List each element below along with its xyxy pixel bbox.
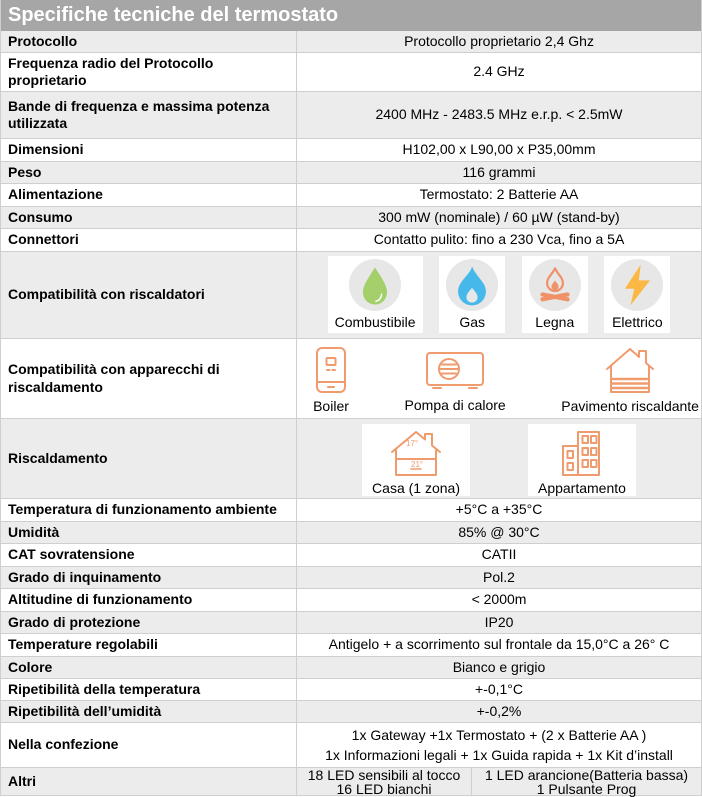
spec-label: Nella confezione [1,723,297,767]
fuel-label: Combustibile [334,314,416,330]
spec-label: Altri [1,768,297,795]
heat-pump-icon [423,347,487,395]
icon-circle [529,259,581,311]
table-row [1,499,701,522]
heating-item-appartamento [528,424,636,496]
table-row-other [1,768,701,796]
table-row [1,612,701,634]
house-zone-icon [386,428,446,478]
heating-label: Appartamento [537,479,626,496]
spec-label: Dimensioni [1,139,297,161]
zone-temp-bottom: 21° [411,459,424,469]
spec-value: Protocollo proprietario 2,4 Ghz [404,32,594,49]
spec-value: 85% @ 30°C [458,523,540,540]
table-row [1,229,701,252]
spec-label: Frequenza radio del Protocollo proprietario [1,53,297,91]
spec-label: Ripetibilità dell’umidità [1,701,297,722]
spec-value: Bianco e grigio [452,658,546,675]
fuel-item-elettrico [604,256,670,333]
table-row [1,657,701,679]
spec-label: Temperatura di funzionamento ambiente [1,499,297,521]
spec-value: Pol.2 [483,568,515,585]
spec-label: CAT sovratensione [1,544,297,566]
spec-label: Consumo [1,207,297,228]
spec-value: +-0,1°C [474,680,523,697]
table-row [1,589,701,612]
table-row [1,162,701,184]
fuel-label: Gas [459,314,485,330]
spec-value: < 2000m [471,591,527,608]
spec-value: +5°C a +35°C [455,501,543,518]
table-row-appliance-compat [1,339,701,419]
appliance-item-boiler [313,346,349,414]
campfire-icon [529,259,581,311]
table-row [1,522,701,544]
appliance-icon-strip [297,339,701,418]
spec-value: 2400 MHz - 2483.5 MHz e.r.p. < 2.5mW [375,106,623,123]
gas-flame-icon [446,259,498,311]
table-row [1,634,701,657]
spec-label: Umidità [1,522,297,543]
boiler-icon [313,346,349,396]
fuel-icon-strip [297,252,701,338]
spec-value: CATII [481,546,517,563]
other-right-line-2: 1 Pulsante Prog [536,780,637,797]
table-row-package-contents [1,723,701,768]
other-left-line-2: 16 LED bianchi [336,780,432,797]
spec-label: Colore [1,657,297,678]
table-row [1,679,701,701]
package-line-2: 1x Informazioni legali + 1x Guida rapida + 1x Kit d’install [325,747,673,763]
spec-label: Peso [1,162,297,183]
spec-value: 2.4 GHz [473,63,525,80]
spec-label: Riscaldamento [1,419,297,498]
table-title [1,0,701,31]
spec-label: Protocollo [1,31,297,52]
table-row [1,184,701,207]
appliance-item-heat-pump [405,347,506,413]
table-row [1,567,701,589]
heating-item-casa [362,424,470,496]
appliance-item-heated-floor [561,346,699,414]
spec-label: Altitudine di funzionamento [1,589,297,611]
other-right-line-1: 1 LED arancione(Batteria bassa) [484,766,689,783]
table-row-heating-type [1,419,701,499]
table-row-heater-compat [1,252,701,339]
heating-label: Casa (1 zona) [372,479,460,496]
table-row [1,92,701,139]
spec-label: Temperature regolabili [1,634,297,656]
table-row [1,139,701,162]
table-row [1,207,701,229]
lightning-icon [611,259,663,311]
other-left-line-1: 18 LED sensibili al tocco [307,766,461,783]
spec-label: Grado di inquinamento [1,567,297,588]
droplet-icon [349,259,401,311]
appliance-label: Boiler [313,397,349,414]
other-left-cell [297,768,472,795]
spec-value: IP20 [484,613,514,630]
other-right-cell [472,768,701,795]
fuel-item-legna [522,256,588,333]
appliance-label: Pavimento riscaldante [561,397,699,414]
spec-value [297,723,701,767]
table-row [1,544,701,567]
spec-label: Compatibilità con apparecchi di riscaldamento [1,339,297,418]
fuel-item-gas [439,256,505,333]
fuel-label: Legna [535,314,575,330]
heating-icon-strip [297,419,701,498]
appliance-label: Pompa di calore [404,396,506,413]
spec-label: Bande di frequenza e massima potenza utilizzata [1,92,297,138]
heated-floor-icon [603,346,657,396]
table-title-text: Specifiche tecniche del termostato [8,4,339,26]
icon-circle [349,259,401,311]
spec-value: 116 grammi [462,163,536,180]
spec-label: Compatibilità con riscaldatori [1,252,297,338]
fuel-item-combustibile [328,256,423,333]
spec-label: Grado di protezione [1,612,297,633]
spec-value: Contatto pulito: fino a 230 Vca, fino a 5A [373,231,625,248]
spec-label: Alimentazione [1,184,297,206]
other-split-cell [297,768,701,795]
fuel-label: Elettrico [612,314,663,330]
spec-value: Termostato: 2 Batterie AA [419,186,579,203]
spec-label: Connettori [1,229,297,251]
apartment-icon [559,428,605,478]
spec-value: Antigelo + a scorrimento sul frontale da 15,0°C a 26° C [328,636,670,653]
package-line-1: 1x Gateway +1x Termostato + (2 x Batterie AA ) [351,727,647,743]
spec-value: H102,00 x L90,00 x P35,00mm [402,141,596,158]
spec-value: 300 mW (nominale) / 60 µW (stand-by) [378,208,620,225]
zone-temp-top: 17° [406,438,419,448]
table-row [1,31,701,53]
spec-label: Ripetibilità della temperatura [1,679,297,700]
table-row [1,701,701,723]
spec-value: +-0,2% [476,702,522,719]
table-row [1,53,701,92]
icon-circle [611,259,663,311]
icon-circle [446,259,498,311]
